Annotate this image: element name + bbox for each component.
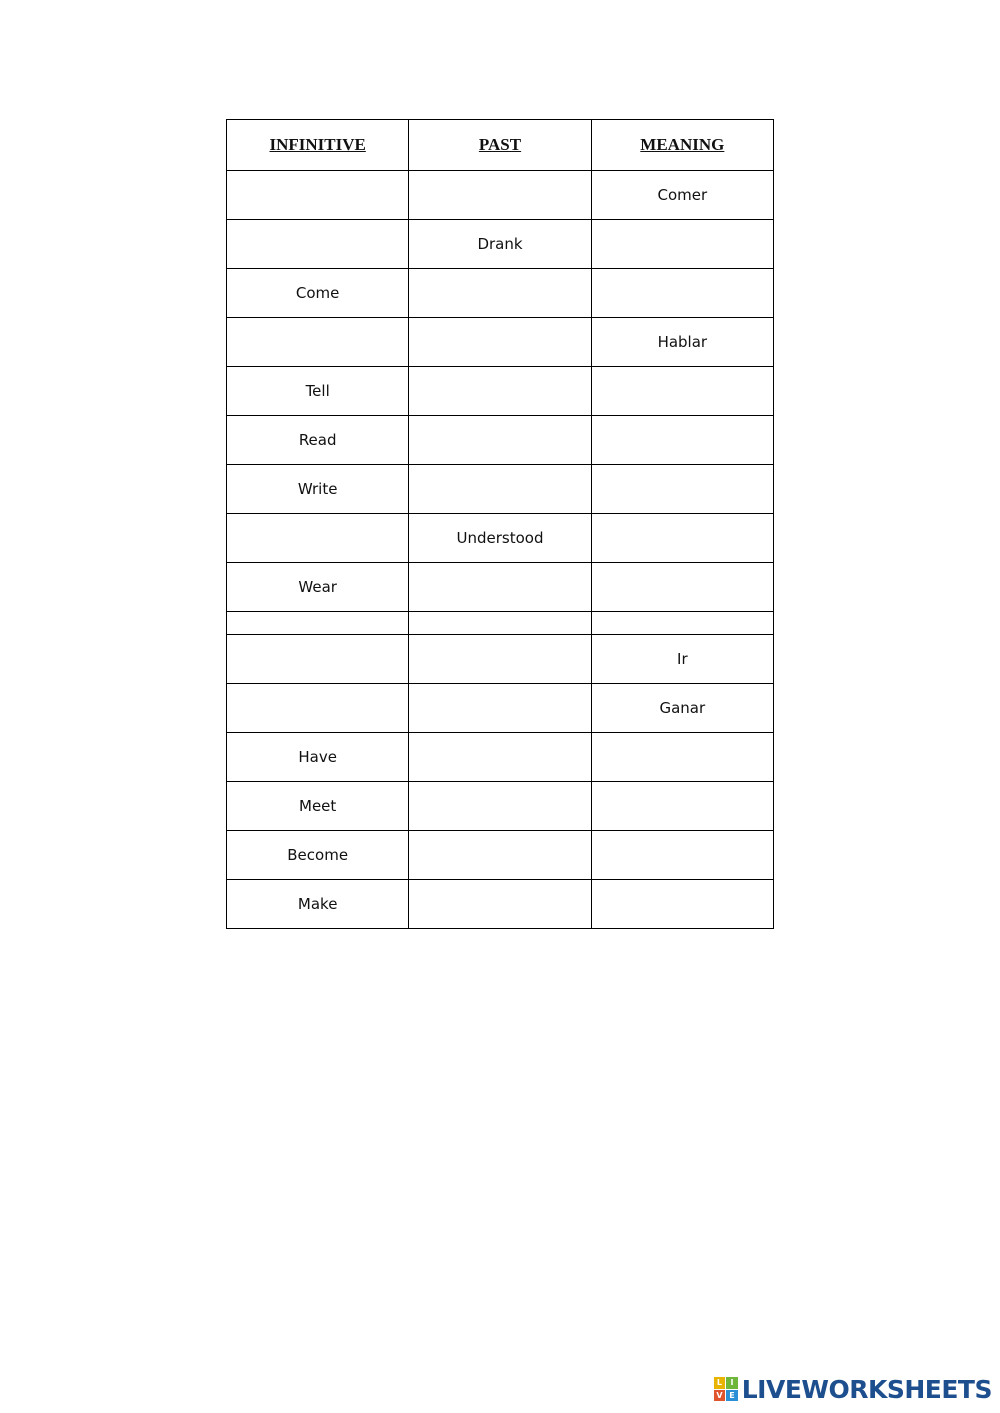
- table-row: [227, 318, 774, 367]
- meaning-cell[interactable]: [591, 367, 773, 416]
- meaning-cell[interactable]: [591, 416, 773, 465]
- meaning-cell[interactable]: [591, 733, 773, 782]
- verb-table-header: [227, 120, 774, 171]
- meaning-cell[interactable]: [591, 880, 773, 929]
- meaning-cell: [591, 612, 773, 635]
- infinitive-cell[interactable]: Tell: [227, 367, 409, 416]
- meaning-cell[interactable]: [591, 782, 773, 831]
- past-cell: [409, 612, 591, 635]
- meaning-cell[interactable]: [591, 514, 773, 563]
- past-cell[interactable]: [409, 880, 591, 929]
- infinitive-cell[interactable]: Wear: [227, 563, 409, 612]
- header-infinitive: INFINITIVE: [227, 120, 409, 171]
- meaning-cell[interactable]: [591, 465, 773, 514]
- liveworksheets-brand: [714, 1375, 992, 1403]
- meaning-cell[interactable]: [591, 269, 773, 318]
- past-cell[interactable]: [409, 318, 591, 367]
- verb-table: [226, 119, 774, 929]
- past-cell[interactable]: Understood: [409, 514, 591, 563]
- table-row: [227, 563, 774, 612]
- infinitive-cell[interactable]: Make: [227, 880, 409, 929]
- table-row: [227, 733, 774, 782]
- table-row: [227, 612, 774, 635]
- infinitive-cell[interactable]: Become: [227, 831, 409, 880]
- infinitive-cell[interactable]: [227, 684, 409, 733]
- past-cell[interactable]: [409, 733, 591, 782]
- infinitive-cell: [227, 612, 409, 635]
- past-cell[interactable]: Drank: [409, 220, 591, 269]
- logo-letter-i: I: [726, 1377, 738, 1389]
- verb-table-body: [227, 171, 774, 929]
- table-row: [227, 269, 774, 318]
- header-meaning: MEANING: [591, 120, 773, 171]
- infinitive-cell[interactable]: [227, 220, 409, 269]
- infinitive-cell[interactable]: Have: [227, 733, 409, 782]
- past-cell[interactable]: [409, 563, 591, 612]
- liveworksheets-logo-icon: [714, 1377, 738, 1401]
- table-row: [227, 635, 774, 684]
- table-row: [227, 831, 774, 880]
- meaning-cell[interactable]: Ganar: [591, 684, 773, 733]
- past-cell[interactable]: [409, 269, 591, 318]
- infinitive-cell[interactable]: [227, 514, 409, 563]
- table-row: [227, 782, 774, 831]
- past-cell[interactable]: [409, 367, 591, 416]
- logo-letter-e: E: [726, 1390, 738, 1402]
- infinitive-cell[interactable]: [227, 318, 409, 367]
- table-row: [227, 514, 774, 563]
- past-cell[interactable]: [409, 831, 591, 880]
- table-row: [227, 220, 774, 269]
- past-cell[interactable]: [409, 635, 591, 684]
- past-cell[interactable]: [409, 782, 591, 831]
- table-row: [227, 367, 774, 416]
- meaning-cell[interactable]: Ir: [591, 635, 773, 684]
- table-row: [227, 684, 774, 733]
- past-cell[interactable]: [409, 171, 591, 220]
- infinitive-cell[interactable]: [227, 171, 409, 220]
- past-cell[interactable]: [409, 684, 591, 733]
- meaning-cell[interactable]: [591, 220, 773, 269]
- meaning-cell[interactable]: Comer: [591, 171, 773, 220]
- table-row: [227, 465, 774, 514]
- past-cell[interactable]: [409, 465, 591, 514]
- meaning-cell[interactable]: Hablar: [591, 318, 773, 367]
- logo-letter-l: L: [714, 1377, 726, 1389]
- logo-letter-v: V: [714, 1390, 726, 1402]
- infinitive-cell[interactable]: Come: [227, 269, 409, 318]
- brand-wordmark: LIVEWORKSHEETS: [741, 1374, 992, 1404]
- infinitive-cell[interactable]: [227, 635, 409, 684]
- infinitive-cell[interactable]: Meet: [227, 782, 409, 831]
- infinitive-cell[interactable]: Read: [227, 416, 409, 465]
- header-past: PAST: [409, 120, 591, 171]
- table-row: [227, 171, 774, 220]
- table-row: [227, 880, 774, 929]
- meaning-cell[interactable]: [591, 563, 773, 612]
- header-row: [227, 120, 774, 171]
- past-cell[interactable]: [409, 416, 591, 465]
- meaning-cell[interactable]: [591, 831, 773, 880]
- infinitive-cell[interactable]: Write: [227, 465, 409, 514]
- table-row: [227, 416, 774, 465]
